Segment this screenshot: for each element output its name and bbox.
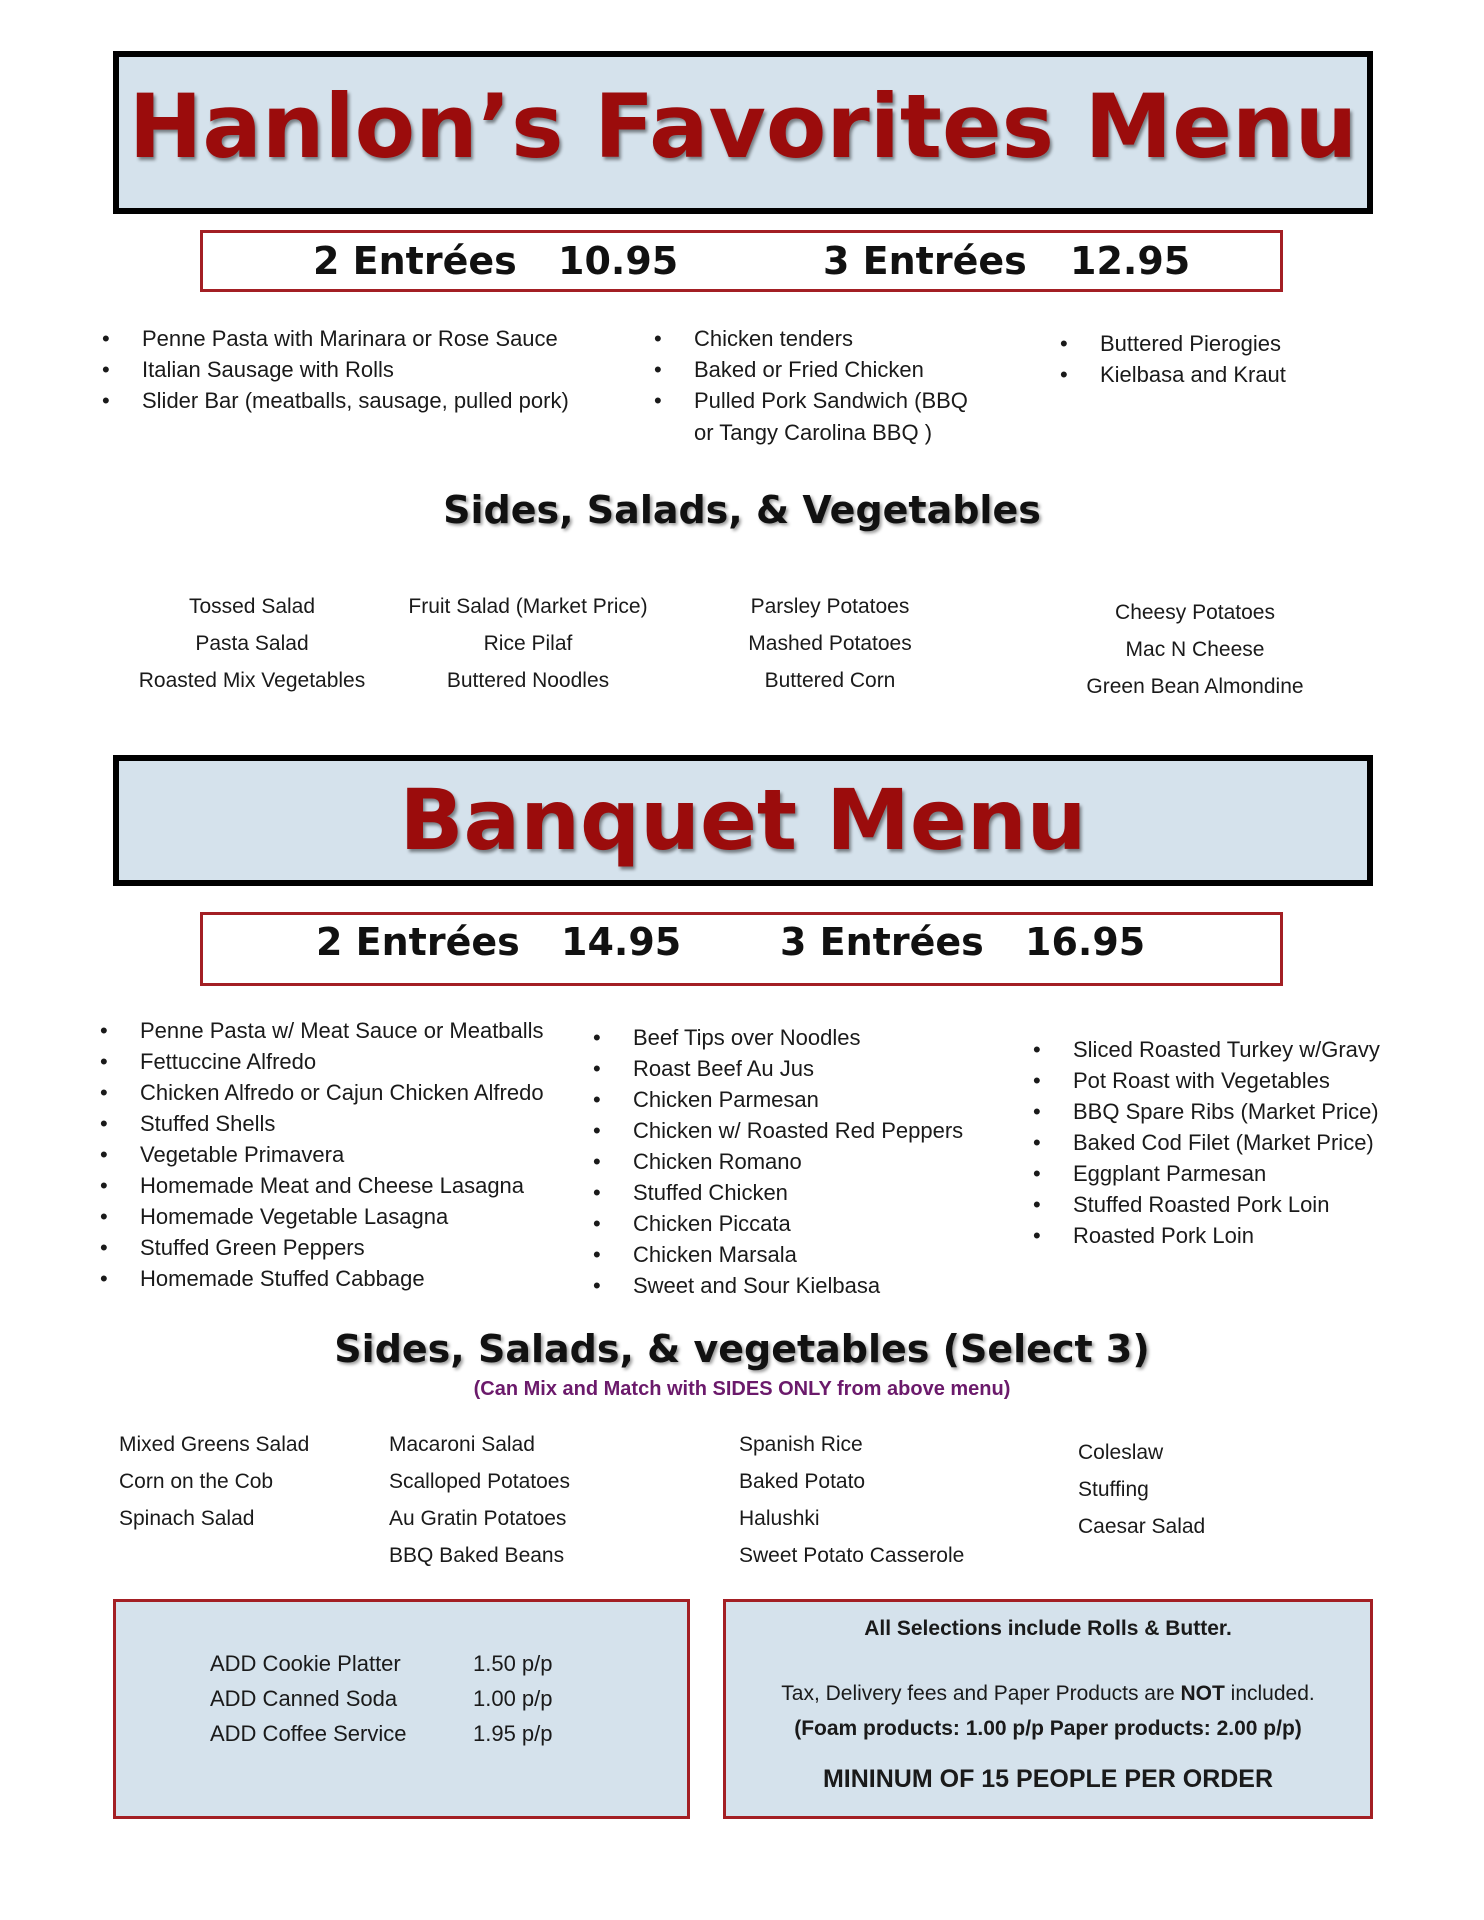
favorites-sides-heading: Sides, Salads, & Vegetables: [443, 488, 1041, 532]
banquet-sides-col-2: [389, 1426, 570, 1574]
tax-note-end: included.: [1224, 1682, 1315, 1705]
list-item: • Chicken Parmesan: [587, 1084, 963, 1115]
list-item: Sweet Potato Casserole: [739, 1544, 965, 1567]
favorites-entrees-col-1: [96, 323, 569, 416]
favorites-entree-continuation: or Tangy Carolina BBQ ): [694, 420, 933, 445]
list-item: Mashed Potatoes: [748, 632, 912, 655]
list-item: • Roast Beef Au Jus: [587, 1053, 963, 1084]
addon-cookie-label: ADD Cookie Platter: [210, 1651, 401, 1676]
list-item: • Pot Roast with Vegetables: [1027, 1065, 1380, 1096]
list-item: • Vegetable Primavera: [94, 1139, 544, 1170]
list-item: Baked Potato: [739, 1470, 866, 1493]
list-item: Buttered Noodles: [446, 669, 610, 692]
favorites-price-3-label: 3 Entrées: [823, 239, 1027, 283]
list-item: Rice Pilaf: [483, 632, 573, 655]
list-item: • Sweet and Sour Kielbasa: [587, 1270, 963, 1301]
list-item: Buttered Corn: [764, 669, 896, 692]
tax-note: [726, 1682, 1370, 1706]
banquet-pricing-box: [200, 912, 1283, 986]
list-item: • Chicken Romano: [587, 1146, 963, 1177]
list-item: Mac N Cheese: [1125, 638, 1265, 661]
foam-note: (Foam products: 1.00 p/p Paper products: 2.00 p/p): [794, 1717, 1302, 1740]
favorites-sides-col-3: [720, 588, 940, 699]
addon-soda-label: ADD Canned Soda: [210, 1686, 398, 1711]
banquet-title-box: [113, 755, 1373, 886]
list-item: • Beef Tips over Noodles: [587, 1022, 963, 1053]
list-item: • Eggplant Parmesan: [1027, 1158, 1380, 1189]
rolls-note: All Selections include Rolls & Butter.: [864, 1617, 1232, 1640]
list-item: Caesar Salad: [1078, 1515, 1206, 1538]
addon-cookie-price: 1.50 p/p: [473, 1651, 553, 1676]
addon-coffee-price: 1.95 p/p: [473, 1721, 553, 1746]
list-item: • Baked or Fried Chicken: [648, 354, 968, 385]
list-item: • Sliced Roasted Turkey w/Gravy: [1027, 1034, 1380, 1065]
list-item: • Buttered Pierogies: [1054, 328, 1286, 359]
banquet-price-2-label: 2 Entrées: [316, 920, 520, 964]
list-item: • Italian Sausage with Rolls: [96, 354, 569, 385]
list-item: Spanish Rice: [739, 1433, 863, 1456]
tax-note-text: Tax, Delivery fees and Paper Products are: [781, 1682, 1181, 1705]
list-item: • Chicken Marsala: [587, 1239, 963, 1270]
list-item: Scalloped Potatoes: [389, 1470, 570, 1493]
list-item: Tossed Salad: [188, 595, 316, 618]
list-item: Parsley Potatoes: [750, 595, 910, 618]
list-item: Stuffing: [1078, 1478, 1149, 1501]
banquet-sides-col-1: [119, 1426, 309, 1537]
order-notes-box: [723, 1599, 1373, 1819]
list-item: • Roasted Pork Loin: [1027, 1220, 1380, 1251]
banquet-sides-col-4: [1078, 1434, 1205, 1545]
addon-soda-price: 1.00 p/p: [473, 1686, 553, 1711]
list-item: Au Gratin Potatoes: [389, 1507, 567, 1530]
list-item: • Chicken Piccata: [587, 1208, 963, 1239]
banquet-entrees-col-1: [94, 1015, 544, 1294]
favorites-price-2-value: 10.95: [558, 239, 679, 283]
banquet-entrees-col-3: [1027, 1034, 1380, 1251]
list-item: Halushki: [739, 1507, 820, 1530]
favorites-entrees-col-2: [648, 323, 968, 416]
list-item: Macaroni Salad: [389, 1433, 535, 1456]
list-item: BBQ Baked Beans: [389, 1544, 565, 1567]
favorites-title-box: [113, 51, 1373, 214]
tax-note-not: NOT: [1180, 1682, 1225, 1705]
list-item: • Penne Pasta w/ Meat Sauce or Meatballs: [94, 1015, 544, 1046]
favorites-sides-col-4: [1060, 594, 1330, 705]
list-item: • Chicken w/ Roasted Red Peppers: [587, 1115, 963, 1146]
list-item: • Kielbasa and Kraut: [1054, 359, 1286, 390]
list-item: Cheesy Potatoes: [1115, 601, 1275, 624]
list-item: • Stuffed Shells: [94, 1108, 544, 1139]
list-item: • Fettuccine Alfredo: [94, 1046, 544, 1077]
banquet-sides-col-3: [739, 1426, 964, 1574]
favorites-pricing-box: [200, 230, 1283, 292]
list-item: • Penne Pasta with Marinara or Rose Sauce: [96, 323, 569, 354]
list-item: Spinach Salad: [119, 1507, 255, 1530]
list-item: • Homemade Stuffed Cabbage: [94, 1263, 544, 1294]
minimum-order-note: MININUM OF 15 PEOPLE PER ORDER: [822, 1765, 1274, 1793]
list-item: • Stuffed Chicken: [587, 1177, 963, 1208]
favorites-entrees-col-3: [1054, 328, 1286, 390]
list-item: Fruit Salad (Market Price): [408, 595, 648, 618]
list-item: Green Bean Almondine: [1086, 675, 1304, 698]
list-item: • Chicken tenders: [648, 323, 968, 354]
list-item: • Baked Cod Filet (Market Price): [1027, 1127, 1380, 1158]
list-item: • Chicken Alfredo or Cajun Chicken Alfredo: [94, 1077, 544, 1108]
list-item: Mixed Greens Salad: [119, 1433, 310, 1456]
addon-coffee-label: ADD Coffee Service: [210, 1721, 407, 1746]
list-item: Pasta Salad: [195, 632, 309, 655]
banquet-sides-note: (Can Mix and Match with SIDES ONLY from above menu): [473, 1378, 1011, 1400]
list-item: • Homemade Meat and Cheese Lasagna: [94, 1170, 544, 1201]
banquet-entrees-col-2: [587, 1022, 963, 1301]
addons-box: [113, 1599, 690, 1819]
list-item: Coleslaw: [1078, 1441, 1164, 1464]
banquet-sides-heading: Sides, Salads, & vegetables (Select 3): [334, 1327, 1150, 1371]
favorites-sides-col-1: [125, 588, 379, 699]
banquet-price-3-label: 3 Entrées: [780, 920, 984, 964]
favorites-sides-col-2: [392, 588, 664, 699]
list-item: Roasted Mix Vegetables: [138, 669, 366, 692]
list-item: • Slider Bar (meatballs, sausage, pulled pork): [96, 385, 569, 416]
banquet-price-3-value: 16.95: [1025, 920, 1146, 964]
banquet-price-2-value: 14.95: [561, 920, 682, 964]
list-item: • BBQ Spare Ribs (Market Price): [1027, 1096, 1380, 1127]
list-item: Corn on the Cob: [119, 1470, 274, 1493]
banquet-title: Banquet Menu: [399, 771, 1087, 869]
list-item: • Stuffed Green Peppers: [94, 1232, 544, 1263]
favorites-price-3-value: 12.95: [1070, 239, 1191, 283]
list-item: • Pulled Pork Sandwich (BBQ: [648, 385, 968, 416]
favorites-title: Hanlon’s Favorites Menu: [128, 75, 1358, 178]
favorites-price-2-label: 2 Entrées: [313, 239, 517, 283]
list-item: • Homemade Vegetable Lasagna: [94, 1201, 544, 1232]
list-item: • Stuffed Roasted Pork Loin: [1027, 1189, 1380, 1220]
